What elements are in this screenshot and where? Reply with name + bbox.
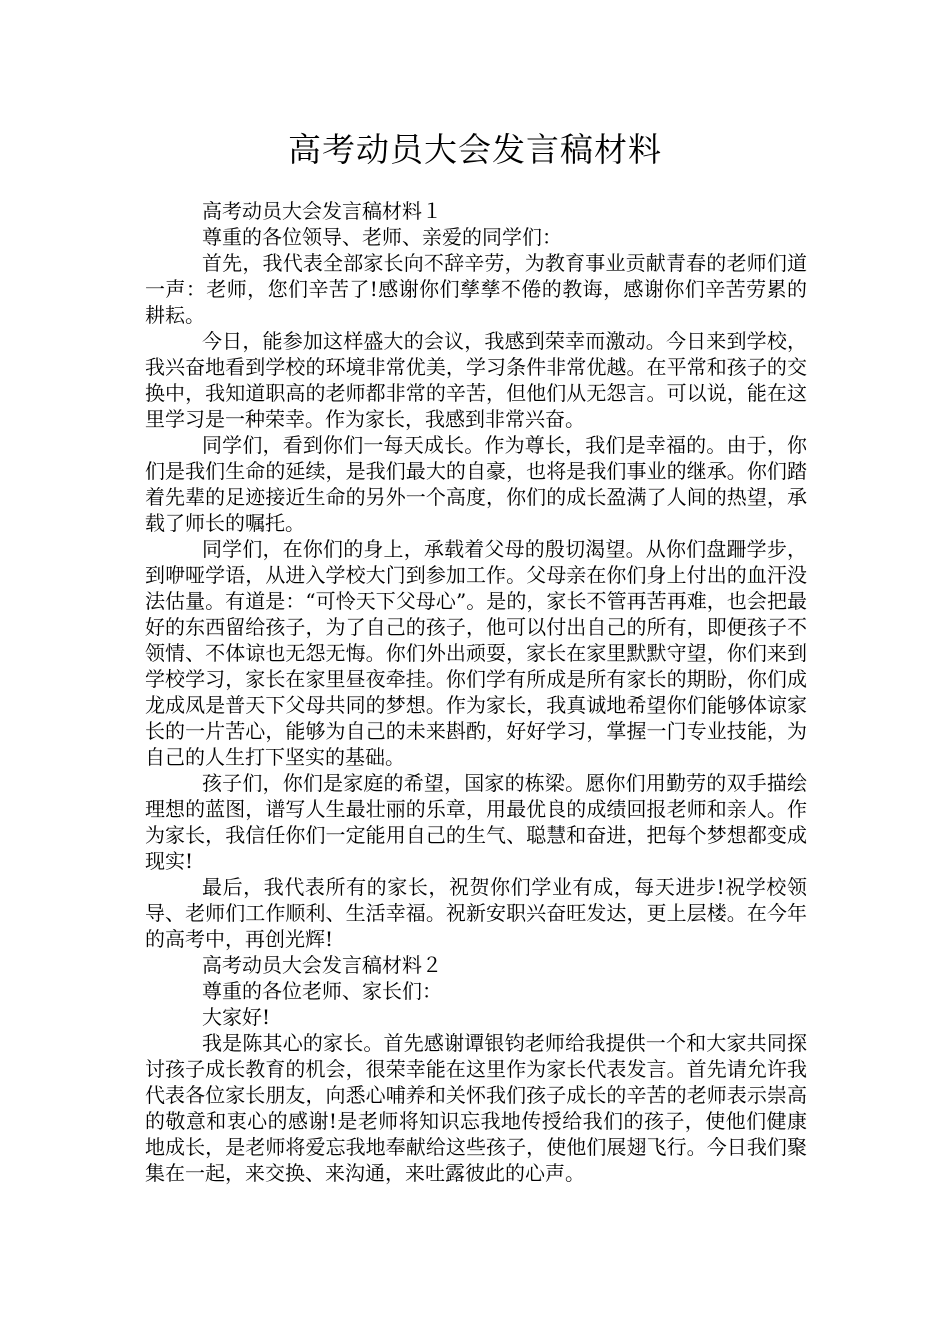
paragraph: 同学们，看到你们一每天成长。作为尊长，我们是幸福的。由于，你们是我们生命的延续，是我们最大的自豪，也将是我们事业的继承。你们踏着先辈的足迹接近生命的另外一个高度，你们的成长盈满了人间的热望，承载了师长的嘱托。 xyxy=(145,433,807,535)
salutation-1: 尊重的各位领导、老师、亲爱的同学们： xyxy=(202,225,562,249)
paragraph: 同学们，在你们的身上，承载着父母的殷切渴望。从你们盘跚学步，到咿哑学语，从进入学校大门到参加工作。父母亲在你们身上付出的血汗没法估量。有道是：“可怜天下父母心”。是的，家长不管再苦再难，也会把最好的东西留给孩子，为了自己的孩子，他可以付出自己的所有，即便孩子不领情、不体谅也无怨无悔。你们外出顽耍，家长在家里默默守望，你们来到学校学习，家长在家里昼夜牵挂。你们学有所成是所有家长的期盼，你们成龙成凤是普天下父母共同的梦想。作为家长，我真诚地希望你们能够体谅家长的一片苦心，能够为自己的未来斟酌，好好学习，掌握一门专业技能，为自己的人生打下坚实的基础。 xyxy=(145,537,807,769)
paragraph: 我是陈其心的家长。首先感谢谭银钧老师给我提供一个和大家共同探讨孩子成长教育的机会，很荣幸能在这里作为家长代表发言。首先请允许我代表各位家长朋友，向悉心哺养和关怀我们孩子成长的辛苦的老师表示崇高的敬意和衷心的感谢!是老师将知识忘我地传授给我们的孩子，使他们健康地成长，是老师将爱忘我地奉献给这些孩子，使他们展翅飞行。今日我们聚集在一起，来交换、来沟通，来吐露彼此的心声。 xyxy=(145,1031,807,1185)
paragraph: 孩子们，你们是家庭的希望，国家的栋梁。愿你们用勤劳的双手描绘理想的蓝图，谱写人生最壮丽的乐章，用最优良的成绩回报老师和亲人。作为家长，我信任你们一定能用自己的生气、聪慧和奋进，把每个梦想都变成现实! xyxy=(145,771,807,873)
section-heading-2: 高考动员大会发言稿材料２ xyxy=(202,953,442,977)
paragraph: 最后，我代表所有的家长，祝贺你们学业有成，每天进步!祝学校领导、老师们工作顺利、生活幸福。祝新安职兴奋旺发达，更上层楼。在今年的高考中，再创光辉! xyxy=(145,875,807,951)
paragraph: 今日，能参加这样盛大的会议，我感到荣幸而激动。今日来到学校，我兴奋地看到学校的环境非常优美，学习条件非常优越。在平常和孩子的交换中，我知道职高的老师都非常的辛苦，但他们从无怨言。可以说，能在这里学习是一种荣幸。作为家长，我感到非常兴奋。 xyxy=(145,329,807,431)
salutation-2: 尊重的各位老师、家长们： xyxy=(202,979,442,1003)
paragraph: 首先，我代表全部家长向不辞辛劳，为教育事业贡献青春的老师们道一声：老师，您们辛苦了!感谢你们孳孳不倦的教诲，感谢你们辛苦劳累的耕耘。 xyxy=(145,251,807,327)
document-title: 高考动员大会发言稿材料 xyxy=(288,130,662,169)
section-heading-1: 高考动员大会发言稿材料１ xyxy=(202,199,442,223)
greeting: 大家好! xyxy=(202,1005,271,1029)
document-body xyxy=(145,198,807,1186)
